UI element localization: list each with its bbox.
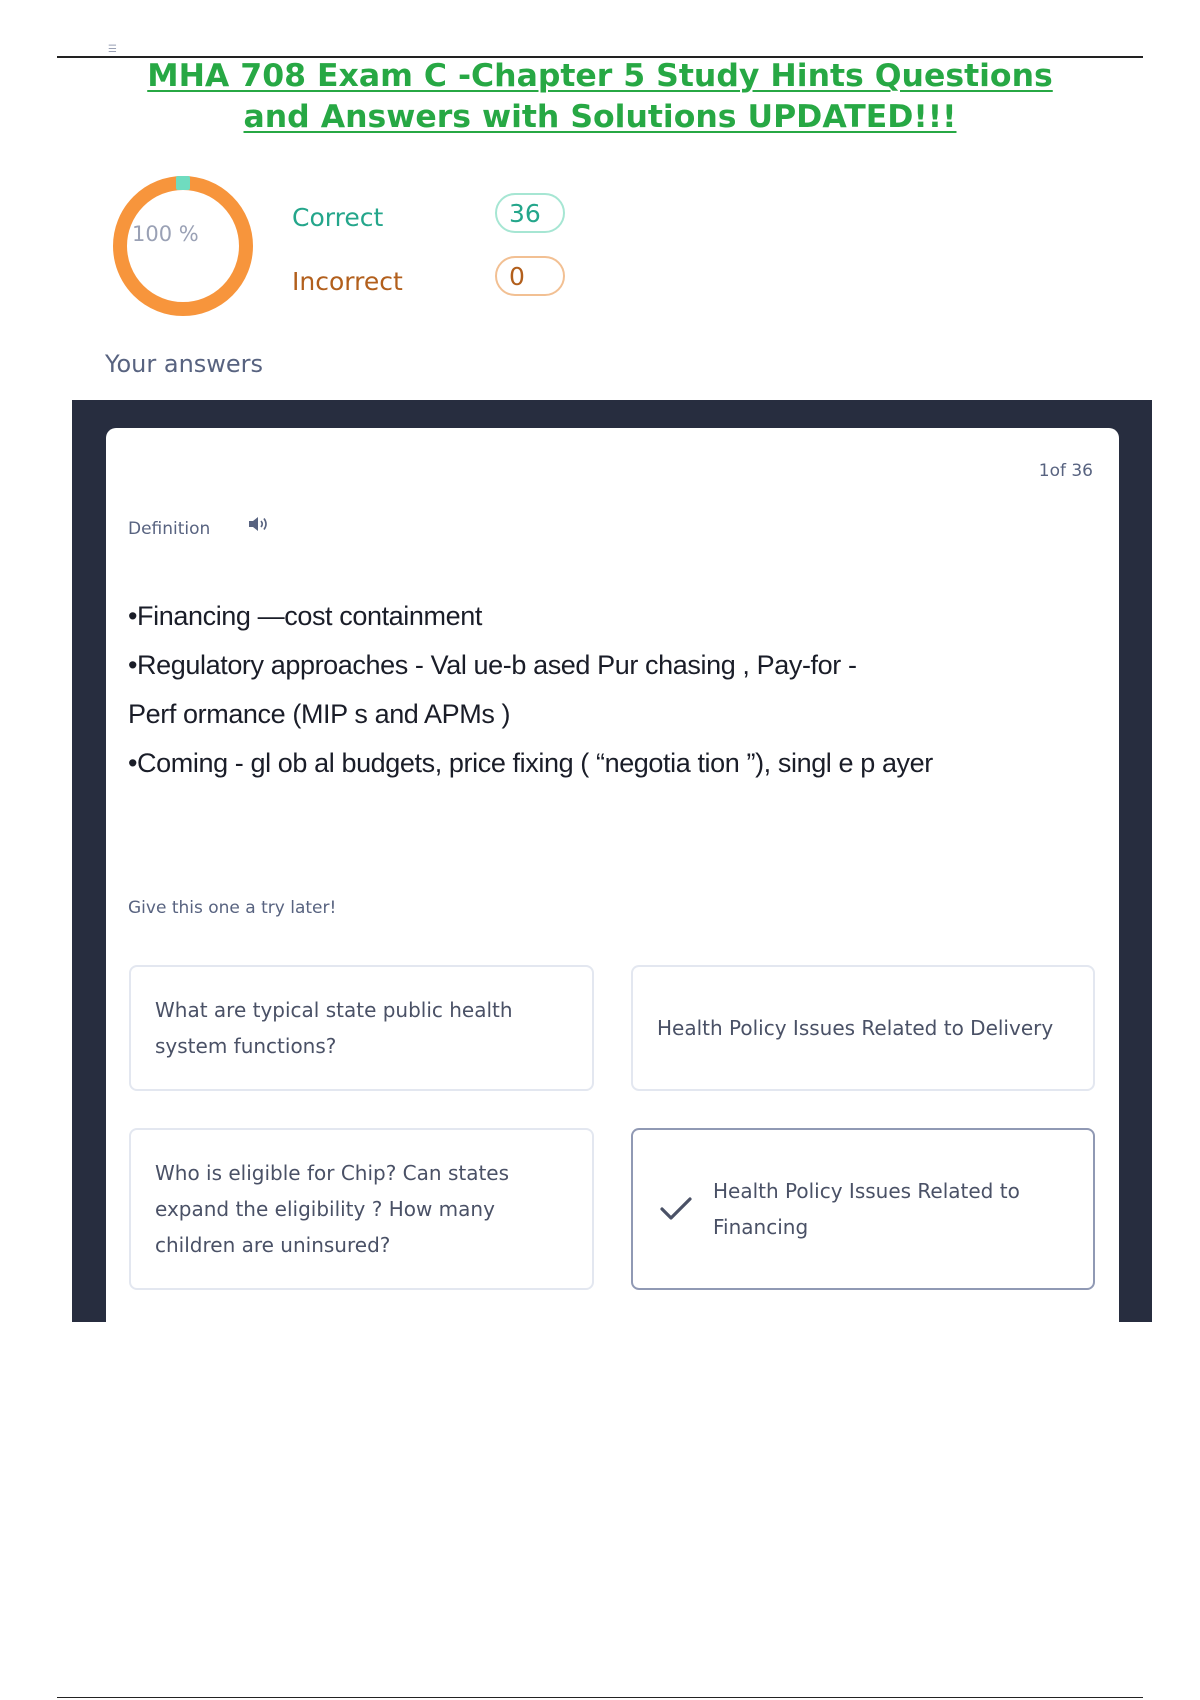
speaker-icon[interactable] [246, 513, 270, 535]
definition-line: •Financing —cost containment [128, 601, 482, 631]
answer-option[interactable] [631, 965, 1095, 1091]
title-line-2: and Answers with Solutions UPDATED!!! [243, 99, 957, 135]
definition-label: Definition [128, 519, 211, 539]
checkmark-icon [633, 1195, 693, 1223]
flashcard [106, 428, 1119, 1322]
your-answers-heading: Your answers [105, 350, 264, 378]
answer-option-text: What are typical state public health system functions? [155, 998, 513, 1058]
definition-line: •Coming - gl ob al budgets, price fixing ( “negotia tion ”), singl e p ayer [128, 748, 933, 778]
definition-line: •Regulatory approaches - Val ue-b ased Pur chasing , Pay-for - [128, 650, 857, 680]
correct-label: Correct [292, 203, 384, 232]
answer-option-text: Health Policy Issues Related to Delivery [657, 1016, 1054, 1040]
answer-option-selected[interactable] [631, 1128, 1095, 1290]
title-line-1: MHA 708 Exam C -Chapter 5 Study Hints Questions [147, 58, 1053, 94]
incorrect-label: Incorrect [292, 267, 403, 296]
answer-option[interactable] [129, 1128, 594, 1290]
incorrect-count-badge: 0 [495, 256, 565, 296]
list-icon: ☰ [108, 44, 117, 55]
score-percent: 100 % [132, 222, 199, 246]
score-ring-marker [176, 176, 190, 190]
bottom-rule [57, 1697, 1143, 1698]
answer-option-text: Who is eligible for Chip? Can states expand the eligibility ? How many children are uninsured? [155, 1161, 510, 1257]
try-later-note: Give this one a try later! [128, 898, 337, 918]
document-title [80, 56, 1120, 138]
definition-text [128, 592, 1078, 788]
definition-line: Perf ormance (MIP s and APMs ) [128, 699, 511, 729]
answer-option[interactable] [129, 965, 594, 1091]
correct-count-badge: 36 [495, 193, 565, 233]
card-counter: 1of 36 [1038, 461, 1093, 481]
score-ring [112, 175, 254, 317]
answer-option-text: Health Policy Issues Related to Financing [713, 1179, 1020, 1239]
